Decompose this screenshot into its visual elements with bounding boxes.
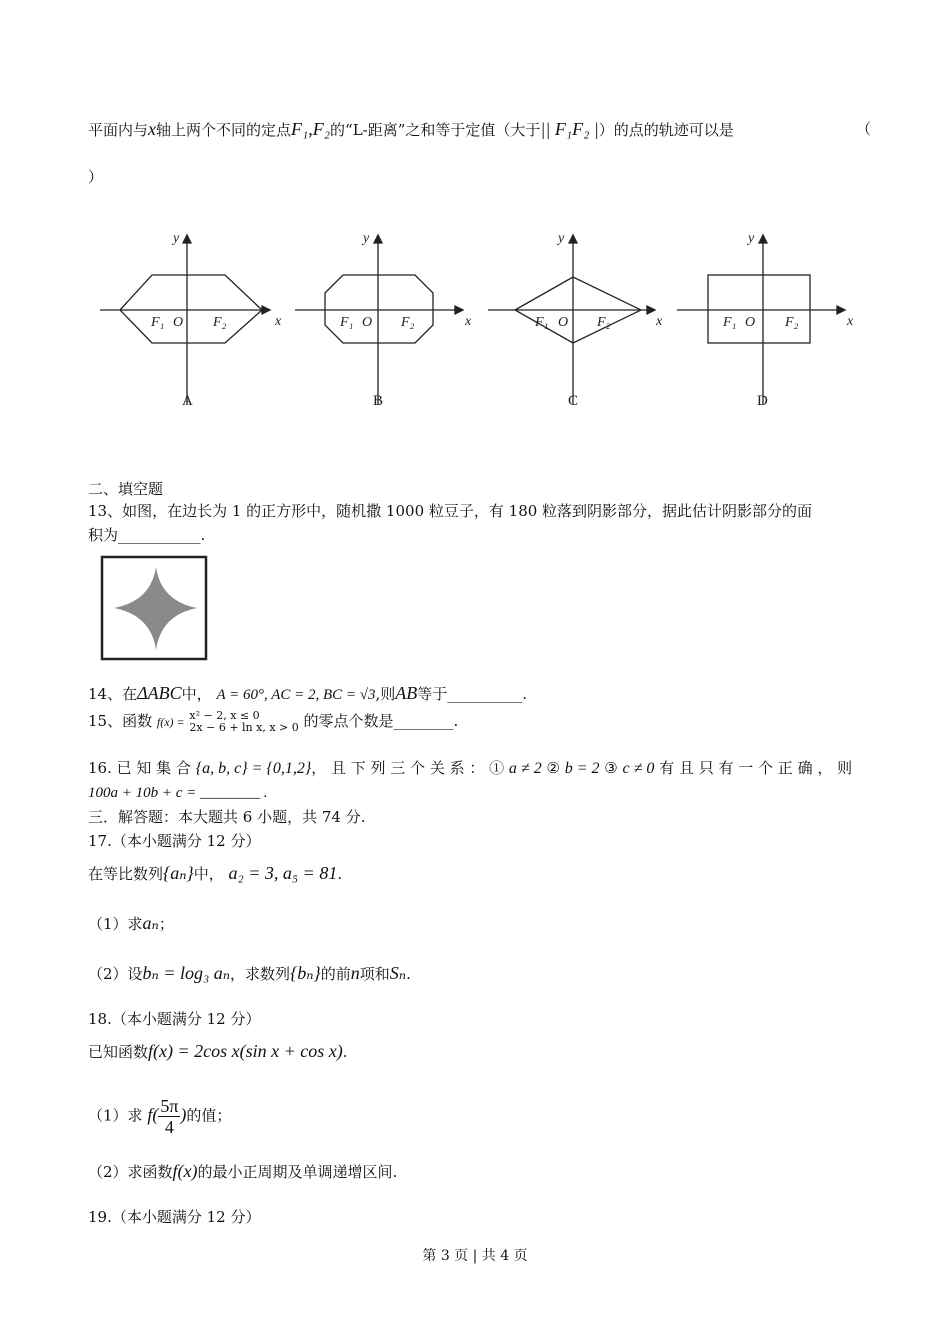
x-var: x bbox=[148, 119, 157, 139]
fig-d-x: x bbox=[847, 314, 854, 329]
q12-paren-open: （ bbox=[856, 120, 872, 138]
q17-part2: （2）设bₙ = log₃ aₙ，求数列{bₙ}的前n项和Sₙ. bbox=[88, 963, 411, 983]
fig-c-f2: F₂ bbox=[597, 315, 611, 330]
q16-line2: 100a + 10b + c = ________ . bbox=[88, 785, 268, 801]
abs-f1f2: || F₁F₂ | bbox=[540, 119, 599, 139]
q18-part1: （1）求 f( $\frac{5\pi}{4}$ )的值； bbox=[88, 1096, 232, 1137]
fig-b-f1: F₁ bbox=[340, 315, 354, 330]
fig-d-f1: F₁ bbox=[723, 315, 737, 330]
fig-b-y: y bbox=[363, 231, 370, 246]
fig-c-x: x bbox=[656, 314, 663, 329]
q17-part1: （1）求aₙ； bbox=[88, 913, 174, 933]
q18-part2: （2）求函数f(x)的最小正周期及单调递增区间. bbox=[88, 1161, 398, 1181]
f1f2: F₁,F₂ bbox=[291, 119, 331, 139]
fig-c-y: y bbox=[558, 231, 565, 246]
q17-intro: 在等比数列{aₙ}中， a₂ = 3, a₅ = 81. bbox=[88, 863, 343, 883]
fig-b-x: x bbox=[465, 314, 472, 329]
figure-b bbox=[295, 235, 463, 405]
fig-d-y: y bbox=[748, 231, 755, 246]
section-2-heading: 二、填空题 bbox=[88, 480, 164, 498]
q15-line: 15、函数 f(x) = x² − 2, x ≤ 0 2x − 6 + ln x, x > 0 的零点个数是________. bbox=[88, 709, 459, 734]
q12-paren-close: ） bbox=[88, 168, 104, 186]
fig-a-o: O bbox=[173, 315, 184, 330]
fig-c-f1: F₁ bbox=[535, 315, 549, 330]
fig-a-f2: F₂ bbox=[213, 315, 227, 330]
figure-c bbox=[488, 235, 655, 405]
fig-a-f1: F₁ bbox=[151, 315, 165, 330]
fig-a-y: y bbox=[173, 231, 180, 246]
page-footer: 第 3 页 | 共 4 页 bbox=[422, 1248, 528, 1264]
figure-d bbox=[677, 235, 845, 405]
section-3-heading: 三．解答题：本大题共 6 小题，共 74 分. bbox=[88, 808, 366, 826]
fig-b-o: O bbox=[362, 315, 373, 330]
q18-heading: 18.（本小题满分 12 分） bbox=[88, 1010, 261, 1028]
q13-line1: 13、如图，在边长为 1 的正方形中，随机撒 1000 粒豆子，有 180 粒落到阴影部分，据此估计阴影部分的面 bbox=[88, 502, 813, 520]
q13-line2: 积为___________. bbox=[88, 526, 206, 544]
q15-piecewise: x² − 2, x ≤ 0 2x − 6 + ln x, x > 0 bbox=[189, 709, 299, 734]
figure-a bbox=[100, 235, 270, 405]
fig-label-a: A bbox=[182, 393, 193, 409]
fig-d-f2: F₂ bbox=[785, 315, 799, 330]
q14-line: 14、在ΔABC中， A = 60°, AC = 2, BC = √3,则AB等于__________. bbox=[88, 683, 528, 703]
q13-square-figure bbox=[100, 555, 210, 663]
q12-figures bbox=[95, 215, 875, 415]
fig-c-o: O bbox=[558, 315, 569, 330]
fig-b-f2: F₂ bbox=[401, 315, 415, 330]
q17-heading: 17.（本小题满分 12 分） bbox=[88, 832, 261, 850]
fig-label-b: B bbox=[373, 393, 384, 409]
fig-label-d: D bbox=[757, 393, 768, 409]
frac-5pi-4: $\frac{5\pi}{4}$ bbox=[160, 1096, 179, 1137]
fig-a-x: x bbox=[275, 314, 282, 329]
fig-label-c: C bbox=[568, 393, 579, 409]
q12-line1: 平面内与x轴上两个不同的定点F₁,F₂的“L-距离”之和等于定值（大于|| F₁F₂ |）的点的轨迹可以是 bbox=[88, 119, 734, 139]
q18-intro: 已知函数f(x) = 2cos x(sin x + cos x). bbox=[88, 1041, 348, 1061]
q16-line1: 16. 已 知 集 合 {a, b, c} = {0,1,2}， 且 下 列 三 个 关 系 ： ① a ≠ 2 ② b = 2 ③ c ≠ 0 有 且 只 有 一 个 正 确 ， 则 bbox=[88, 759, 853, 777]
fig-d-o: O bbox=[745, 315, 756, 330]
q19-heading: 19.（本小题满分 12 分） bbox=[88, 1208, 261, 1226]
